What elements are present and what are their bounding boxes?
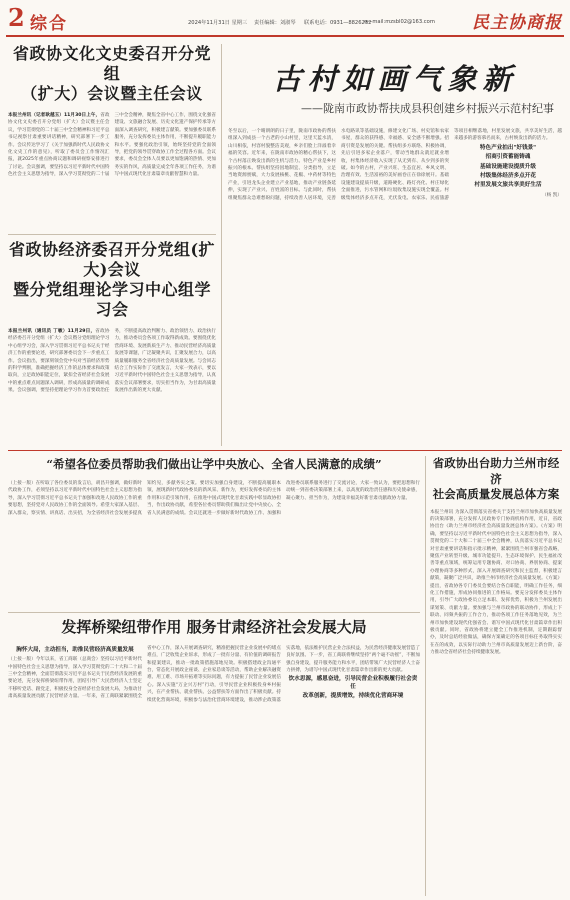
quote-title: “希望各位委员帮助我们做出让学中央放心、全省人民满意的成绩” (46, 457, 382, 471)
feature-author: （杨 凯） (542, 192, 562, 198)
service-title: 发挥桥梁纽带作用 服务甘肃经济社会发展大局 (61, 618, 367, 636)
feature-subtitle: ——陇南市政协帮扶成县积创建乡村振兴示范村纪事 (301, 102, 554, 115)
column-divider (221, 44, 222, 446)
article-economy-body-columns (8, 328, 216, 446)
article-economy-committee (8, 240, 216, 446)
article-economy-title-line1: 省政协经济委召开分党组(扩大)会议 (8, 240, 216, 279)
article-economy-title-line2: 暨分党组理论学习中心组学习会 (12, 280, 211, 319)
article-culture-title-line1: 省政协文化文史委召开分党组 (12, 44, 211, 83)
article-chairman-quote (8, 456, 420, 608)
feature-title: 古村如画气象新 (272, 62, 518, 96)
service-subhead-gratitude: 饮水思源，感恩奋进，引导民营企业积极履行社会责任 (288, 676, 418, 690)
quote-body: （上接一版）在听取了各位委员的发言后，胡昌升强调，做好新时代政协工作，必须坚持以习近平新时代中国特色社会主义思想为指导，深入学习贯彻习近平总书记关于加强和改进人民政协工作的重要思想，坚持党对人民政协工作的全面领导。希望大家深入基层、深入群众，察实情、讲真话、出实招，为全省经济社会发展多提真知灼见，多献务实之策。要切实加强自身建设，不断提高履职本领，展现新时代政协委员的新风采、新作为，更好发挥委员的主体作用和示范引领作用，在推进中国式现代化甘肃实践中彰显政协担当，作出政协贡献，希望各位委员帮助我们做出让党中央放心、全省人民满意的成绩。会议还就进一步做好新时代政协工作、加强和改进委员联系服务进行了交流讨论，大家一致认为，要把思想和行动统一到省委决策部署上来，以高度的政治责任感和历史使命感，凝心聚力、担当作为，为建设幸福美好新甘肃贡献政协力量。 (8, 481, 420, 516)
article-culture-byline: 本报兰州讯（记者耿越玉）11月30日上午， (8, 113, 101, 118)
divider (8, 234, 216, 235)
article-culture-body-columns (8, 112, 216, 232)
article-culture-committee (8, 44, 216, 232)
column-divider (425, 456, 426, 896)
service-subhead-big-picture: 胸怀大局，主动担当，助推民营经济高质量发展 (16, 646, 134, 653)
service-subhead-reform: 改革创新，提质增效，持续优化营商环境 (302, 693, 404, 700)
feature-body-columns (228, 128, 562, 446)
article-economy-byline: 本报兰州讯（通讯员 丁敏）11月29日， (8, 329, 96, 334)
article-culture-title-line2: （扩大）会议暨主任会议 (21, 84, 203, 103)
feature-subhead-collective: 村级集体经济多点开花 (480, 173, 536, 180)
quote-body-columns (8, 480, 420, 608)
lanzhou-title-line2: 社会高质量发展总体方案 (432, 487, 560, 502)
feature-subhead-industry: 特色产业拍出"好钱景" (479, 144, 537, 151)
issue-date: 2024年11月31日 星期三 (188, 20, 248, 26)
contact-email: e—mail:mzsbl02@163.com (364, 19, 435, 25)
feature-subhead-infrastructure: 基础设施建设提质升级 (480, 163, 536, 170)
feature-body: 冬至以后，一个晴朗朗的日子里，陇南市政协的帮扶组深入到成县一个古老的小山村里，这里天蓝水清，山川相依，村容村貌整洁美观，乡亲们脸上洋溢着幸福的笑容。近年来，在陇南市政协的精心帮扶下，这个古村落正焕发出新的生机与活力。特色产业是乡村振兴的根本。帮扶组坚持因地制宜、分类指导，立足当地资源禀赋，大力发展核桃、花椒、中药材等特色产业，引进龙头企业建立产业基地，推动产业链条延伸，实现了产业兴、百姓富的目标。与此同时，帮扶组聚焦群众急难愁盼问题，持续改善人居环境，完善水电路讯等基础设施，修建文化广场、村史馆和农家书屋，群众的获得感、幸福感、安全感不断增强。招商引资是发展的关键。帮扶组多方联络、积极协调，先后引进多家企业落户，带动当地群众就近就业增收，村集体经济收入实现了从无到有、从少到多的突破。如今的古村，产业兴旺、生态宜居、乡风文明、治理有效、生活富裕的美好画卷正在徐徐展开。基础设施建设提质升级，道路硬化、路灯亮化、村庄绿化全面推进，污水管网和垃圾收集设施实现全覆盖。村级集体经济多点开花，光伏发电、农家乐、民宿旅游等项目相继落地，村里发展文旅，共享美好生活，越来越多的游客慕名而来，古村焕发出新的活力。 (228, 129, 562, 201)
divider (8, 612, 420, 613)
article-lanzhou-plan (430, 456, 562, 896)
service-body: （上接一版）今年以来，省工商联（总商会）坚持以习近平新时代中国特色社会主义思想为指导，深入学习贯彻党的二十大和二十届三中全会精神，全面贯彻落实习近平总书记关于民营经济发展的重要论述，充分发挥桥梁纽带作用，团结引导广大民营经济人士坚定不移听党话、跟党走，积极投身全省经济社会发展大局，为推动甘肃高质量发展贡献了民营经济力量。一年来，省工商联紧紧围绕全省中心工作，深入开展调查研究，精准把握民营企业发展中的堵点难点，广泛收集企业诉求，形成了一批有分量、有价值的调研报告和提案建议，推动一批政策措施落地见效。积极搭建政企沟通平台，常态化开展政企座谈、企业家恳谈等活动，帮助企业解决融资难、用工难、市场开拓难等实际问题，有力提振了民营企业发展信心。深入实施“万企兴万村”行动，引导民营企业积极投身乡村振兴，在产业帮扶、就业帮扶、公益帮扶等方面作出了积极贡献。持续优化营商环境，积极参与法治化营商环境建设，推动涉企政策落实落地，依法维护民营企业合法权益，为民营经济健康发展营造了良好氛围。下一步，省工商联将继续坚持“两个毫不动摇”，不断加强自身建设，提升服务能力和水平，团结带领广大民营经济人士奋力拼搏，为谱写中国式现代化甘肃篇章作出新的更大贡献。 (8, 645, 420, 703)
article-business-federation (8, 618, 420, 896)
section-rule (8, 450, 562, 451)
masthead-rule (6, 35, 564, 37)
article-economy-body: 省政协经济委召开分党组（扩大）会议暨分党组理论学习中心组学习会，深入学习贯彻习近平总书记关于经济工作的重要论述，研究部署委员会下一步重点工作。会议指出，要深刻领会党中央对当前经济形势的科学判断，准确把握经济工作的总体要求和政策取向，立足政协职能定位，紧扣全省经济社会发展中的重点难点问题深入调研，形成高质量的调研成果。会议强调，要坚持把理论学习作为首要政治任务，不断提高政治判断力、政治领悟力、政治执行力，推动委员会各项工作取得新成效。要围绕优化营商环境、发展新质生产力、推动民营经济高质量发展等课题，广泛凝聚共识，汇聚发展合力，以高质量履职服务全省经济社会高质量发展。与会同志结合工作实际作了交流发言，大家一致表示，要以习近平新时代中国特色社会主义思想为指导，认真落实会议部署要求，切实担当作为，为甘肃高质量发展作出新的更大贡献。 (8, 329, 216, 394)
service-body-columns (8, 645, 420, 896)
lanzhou-title-line1: 省政协出台助力兰州市经济 (432, 456, 560, 486)
contact-phone: 联系电话：0931—8826232 (304, 20, 372, 26)
newspaper-brand: 民主协商报 (472, 13, 562, 33)
masthead (6, 4, 564, 34)
feature-subhead-investment: 招商引资蓄能铸魂 (485, 154, 531, 161)
section-name: 综合 (30, 14, 68, 34)
article-village-feature (228, 62, 562, 446)
editor-credit: 责任编辑：刘淑琴 (254, 20, 296, 26)
article-culture-body: 省政协文化文史委召开分党组（扩大）会议暨主任会议，学习贯彻党的二十届三中全会精神和习近平总书记视察甘肃重要讲话精神，研究部署下一步工作。会议传达学习了《关于加强新时代人民政协文化文史工作的意见》，听取了委员会工作情况汇报，就2025年重点协商议题和调研视察安排进行了讨论。会议强调，要坚持以习近平新时代中国特色社会主义思想为指导，深入学习贯彻党的二十届三中全会精神，聚焦全省中心工作，围绕文化强省建设、文旅融合发展、历史文化遗产保护传承等方面深入调查研究，积极建言献策。要加强委员联系服务，充分发挥委员主体作用，不断提升履职能力和水平。要强化政治引领，始终坚持党的全面领导，把党的领导贯穿政协工作全过程各方面。会议要求，委员会全体人员要以更加饱满的热情、更加务实的作风，高质量完成全年各项工作任务，为谱写中国式现代化甘肃篇章贡献智慧和力量。 (8, 113, 216, 178)
feature-subhead-tourism: 村里发展文旅共享美好生活 (474, 182, 542, 189)
page-number: 2 (8, 3, 25, 32)
lanzhou-body: 本报兰州讯 为深入贯彻落实省委关于支持兰州市加快高质量发展的决策部署，充分发挥人民政协专门协商机构作用，近日，省政协出台《助力兰州市经济社会高质量发展总体方案》。《方案》明确，要坚持以习近平新时代中国特色社会主义思想为指导，深入贯彻党的二十大和二十届三中全会精神，认真落实习近平总书记对甘肃重要讲话和指示批示精神，紧紧围绕兰州市强省会战略，聚焦产业转型升级、城市功能提升、生态环境保护、民生福祉改善等重点领域，统筹运用专题协商、对口协商、界别协商、提案办理协商等多种形式，深入开展调查研究和民主监督，积极建言献策，凝聚广泛共识，助推兰州市经济社会高质量发展。《方案》提出，省政协各专门委员会要结合各自职能，明确工作任务，细化工作措施，形成协同推进的工作格局。要充分发挥委员主体作用，引导广大政协委员立足本职、发挥优势，积极为兰州发展出谋划策、贡献力量。要加强与兰州市政协的联动协作，形成上下联动、同频共振的工作合力，推动各项工作任务落地见效，为兰州市加快建设现代化强省会、谱写中国式现代化甘肃篇章作出积极贡献。同时，省政协将建立健全工作推进机制，定期跟踪督办，及时总结经验做法，确保方案确定的各项目标任务取得实实在在的成效，以实际行动助力兰州市高质量发展迈上新台阶，奋力推动全省经济社会持续健康发展。 (430, 509, 562, 656)
